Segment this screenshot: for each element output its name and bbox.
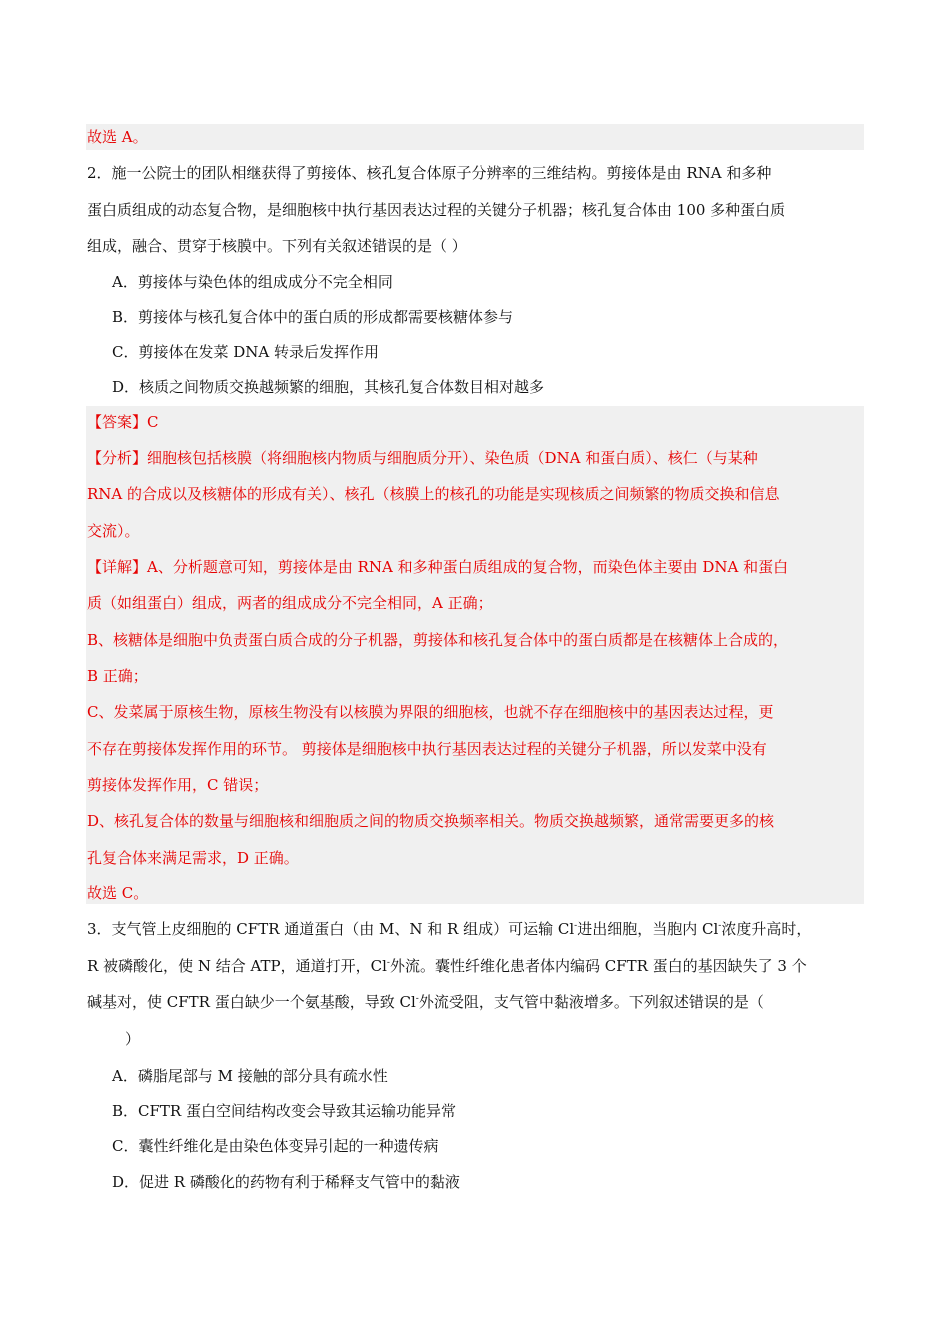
q2-detail-line-9: 孔复合体来满足需求，D 正确。 (87, 849, 299, 867)
q3-stem-line-2: R 被磷酸化，使 N 结合 ATP，通道打开，Cl-外流。囊性纤维化患者体内编码 CFTR 蛋白的基因缺失了 3 个 (87, 957, 807, 975)
q2-analysis-line-1: 【分析】细胞核包括核膜（将细胞核内物质与细胞质分开）、染色质（DNA 和蛋白质）、核仁（与某种 (87, 449, 758, 467)
q2-detail-line-5: C、发菜属于原核生物，原核生物没有以核膜为界限的细胞核，也就不存在细胞核中的基因表达过程，更 (87, 703, 774, 721)
q2-option-a: A．剪接体与染色体的组成成分不完全相同 (112, 273, 393, 291)
q2-conclusion: 故选 C。 (87, 884, 149, 902)
q3-stem-line-3: 碱基对，使 CFTR 蛋白缺少一个氨基酸，导致 Cl-外流受阻，支气管中黏液增多。下列叙述错误的是（ (87, 993, 764, 1011)
q2-option-c: C．剪接体在发菜 DNA 转录后发挥作用 (112, 343, 379, 361)
q2-stem-line-2: 蛋白质组成的动态复合物，是细胞核中执行基因表达过程的关键分子机器；核孔复合体由 100 多种蛋白质 (87, 201, 786, 219)
q2-detail-line-4: B 正确； (87, 667, 148, 685)
q2-detail-line-1: 【详解】A、分析题意可知，剪接体是由 RNA 和多种蛋白质组成的复合物，而染色体主要由 DNA 和蛋白 (87, 558, 789, 576)
q3-stem-line-1: 3．支气管上皮细胞的 CFTR 通道蛋白（由 M、N 和 R 组成）可运输 Cl-进出细胞，当胞内 Cl-浓度升高时， (87, 920, 812, 938)
q2-stem-line-3: 组成，融合、贯穿于核膜中。下列有关叙述错误的是（ ） (87, 237, 467, 255)
q2-analysis-line-3: 交流）。 (87, 522, 140, 540)
q3-option-d: D．促进 R 磷酸化的药物有利于稀释支气管中的黏液 (112, 1173, 460, 1191)
q2-answer: 【答案】C (87, 413, 159, 431)
conclusion-q1: 故选 A。 (87, 128, 148, 146)
q2-option-b: B．剪接体与核孔复合体中的蛋白质的形成都需要核糖体参与 (112, 308, 514, 326)
q2-detail-line-6: 不存在剪接体发挥作用的环节。 剪接体是细胞核中执行基因表达过程的关键分子机器，所以发菜中没有 (87, 740, 767, 758)
q2-analysis-line-2: RNA 的合成以及核糖体的形成有关）、核孔（核膜上的核孔的功能是实现核质之间频繁的物质交换和信息 (87, 485, 780, 503)
q2-detail-line-3: B、核糖体是细胞中负责蛋白质合成的分子机器，剪接体和核孔复合体中的蛋白质都是在核糖体上合成的， (87, 631, 789, 649)
q2-detail-line-8: D、核孔复合体的数量与细胞核和细胞质之间的物质交换频率相关。物质交换越频繁，通常需要更多的核 (87, 812, 775, 830)
answer-shading (86, 124, 864, 150)
q3-option-c: C．囊性纤维化是由染色体变异引起的一种遗传病 (112, 1137, 439, 1155)
q2-option-d: D．核质之间物质交换越频繁的细胞，其核孔复合体数目相对越多 (112, 378, 545, 396)
q2-detail-line-2: 质（如组蛋白）组成，两者的组成成分不完全相同，A 正确； (87, 594, 493, 612)
q2-detail-line-7: 剪接体发挥作用，C 错误； (87, 776, 269, 794)
q3-option-a: A．磷脂尾部与 M 接触的部分具有疏水性 (112, 1067, 388, 1085)
q3-stem-line-4: ） (125, 1030, 141, 1048)
q2-stem-line-1: 2．施一公院士的团队相继获得了剪接体、核孔复合体原子分辨率的三维结构。剪接体是由 RNA 和多种 (87, 164, 772, 182)
q3-option-b: B．CFTR 蛋白空间结构改变会导致其运输功能异常 (112, 1102, 456, 1120)
